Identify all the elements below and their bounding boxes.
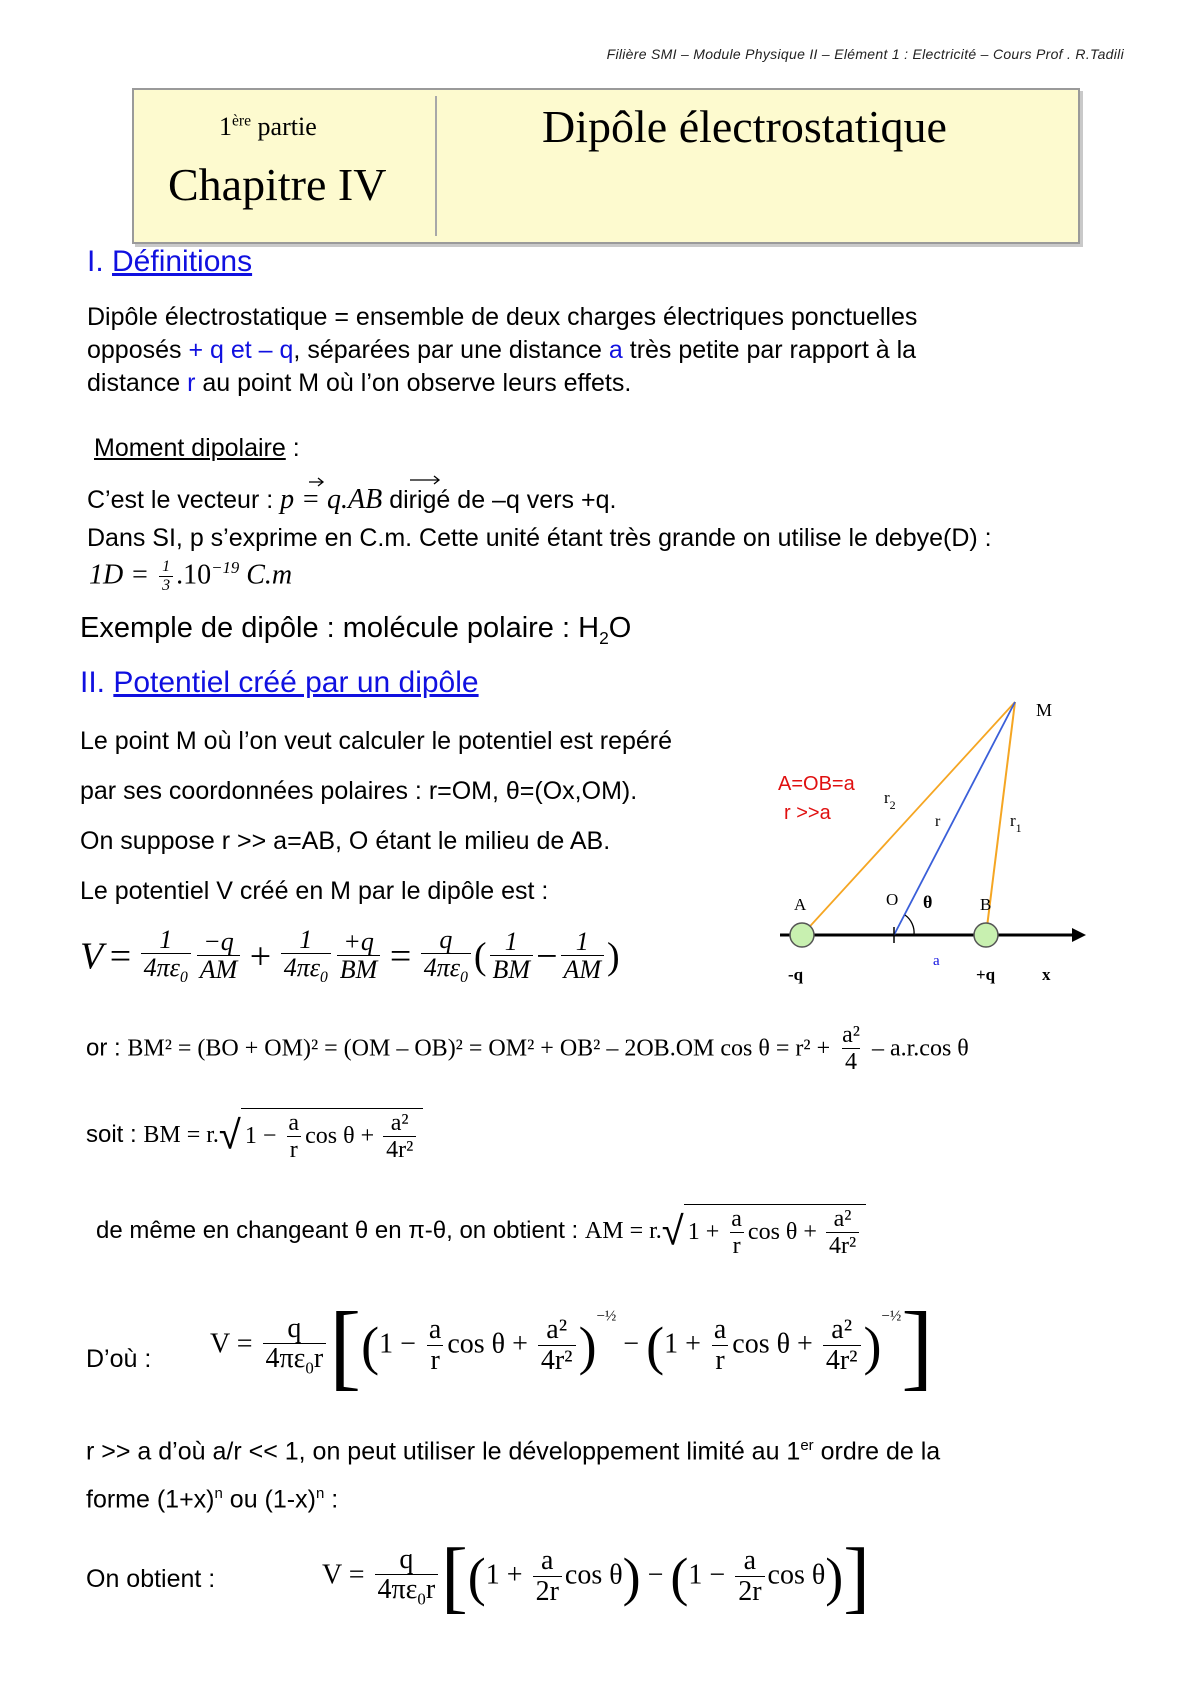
label-r2: $r_2$ [884, 788, 896, 812]
line-r [894, 702, 1015, 935]
definition-line-2: opposés + q et – q, séparées par une distance a très petite par rapport à la [87, 336, 917, 364]
label-r: r [935, 813, 941, 830]
bm-equation: soit : BM = r.√ 1 − $\frac{a}{r}$ cos θ + $\frac{\text{a²}}{\text{4r²}}$ [86, 1108, 423, 1164]
label-minus-q: -q [788, 965, 804, 984]
section-1-heading: I. Définitions [87, 245, 253, 278]
label-x: x [1042, 965, 1051, 984]
potential-line-4: Le potentiel V créé en M par le dipôle est : [80, 877, 549, 905]
definition-line-1: Dipôle électrostatique = ensemble de deux charges électriques ponctuelles [87, 303, 918, 331]
dipole-moment-equation: p = q.AB [280, 484, 383, 515]
diagram-note-1: A=OB=a [778, 773, 855, 795]
debye-definition: 1D = $\frac{1}{3}$ $.10^{-19}$ C.m [89, 558, 293, 595]
label-B: B [980, 895, 992, 914]
part-label: 1ère partie [219, 112, 317, 141]
si-unit-line: Dans SI, p s’exprime en C.m. Cette unité étant très grande on utilise le debye(D) : [87, 524, 992, 552]
diagram-note-2: r >>a [784, 802, 831, 824]
potential-line-3: On suppose r >> a=AB, O étant le milieu de AB. [80, 827, 611, 855]
am-equation: de même en changeant θ en π-θ, on obtient : AM = r.√ 1 + $\frac{a}{r}$ cos θ + $\frac{\text{a²}}{\text{4r²}}$ [96, 1204, 866, 1260]
label-A: A [794, 895, 807, 914]
charge-minus-q [790, 923, 814, 947]
x-axis-arrow [1072, 928, 1086, 942]
label-O: O [886, 890, 899, 909]
example-line: Exemple de dipôle : molécule polaire : $H_2O$ [80, 612, 632, 648]
potential-line-1: Le point M où l’on veut calculer le potentiel est repéré [80, 727, 673, 755]
label-M: M [1036, 700, 1053, 720]
potential-line-2: par ses coordonnées polaires : r=OM, θ=(Ox,OM). [80, 777, 638, 805]
theta-arc [905, 915, 914, 935]
vector-definition: C’est le vecteur : p = q.AB dirigé de –q vers +q. [87, 484, 617, 515]
label-plus-q: +q [976, 965, 996, 984]
label-a: a [933, 953, 940, 969]
dou-equation: V = $\frac{q}{4\pi\varepsilon_0r}$ [(1 − $\frac{a}{r}$ cos θ + $\frac{\text{a²}}{\text{4r²}}$ )$^{-\frac{1}{2}}$ − (1 + $\frac{a}{r}$ cos θ + $\frac{\text{a²}}{\text{4r²}}$ )$^{-\frac{1}{2}}$] [210, 1292, 934, 1399]
vector-arrows [305, 472, 445, 492]
forme-line: forme $(1+x)^n$ ou $(1-x)^n$ : [86, 1485, 339, 1514]
chapter-title-box [132, 88, 1080, 244]
dipole-diagram [760, 690, 1090, 990]
label-r1: $r_1$ [1010, 811, 1022, 835]
bm-squared-equation: or : BM² = (BO + OM)² = (OM – OB)² = OM² + OB² – 2OB.OM cos θ = r² + $\frac{\text{a²}}{4}$ – a.r.cos θ [86, 1022, 969, 1076]
potential-equation: V = $\frac{1}{4\pi\varepsilon_0}$ $\frac{-q}{AM}$ + $\frac{1}{4\pi\varepsilon_0}$ $\frac{+q}{BM}$ = $\frac{q}{4\pi\varepsilon_0}$ ( $\frac{1}{BM}$ − $\frac{1}{AM}$ ) [80, 925, 620, 987]
on-obtient-label: On obtient : [86, 1565, 216, 1593]
dou-label: D’où : [86, 1345, 152, 1373]
title-divider [435, 96, 437, 236]
approximation-line: r >> a d’où a/r << 1, on peut utiliser le développement limité au 1er ordre de la [86, 1437, 941, 1466]
final-equation: V = $\frac{q}{4\pi\varepsilon_0r}$ [(1 + $\frac{a}{2r}$ cos θ) − (1 − $\frac{a}{2r}$ cos θ)] [322, 1533, 870, 1621]
moment-dipolaire-label: Moment dipolaire : [94, 434, 300, 462]
label-theta: θ [923, 892, 933, 912]
chapter-label: Chapitre IV [168, 159, 387, 210]
charge-plus-q [974, 923, 998, 947]
section-2-heading: II. Potentiel créé par un dipôle [80, 666, 479, 699]
definition-line-3: distance r au point M où l’on observe leurs effets. [87, 369, 632, 397]
page-title: Dipôle électrostatique [542, 101, 947, 152]
page-header: Filière SMI – Module Physique II – Elément 1 : Electricité – Cours Prof . R.Tadili [606, 46, 1124, 62]
